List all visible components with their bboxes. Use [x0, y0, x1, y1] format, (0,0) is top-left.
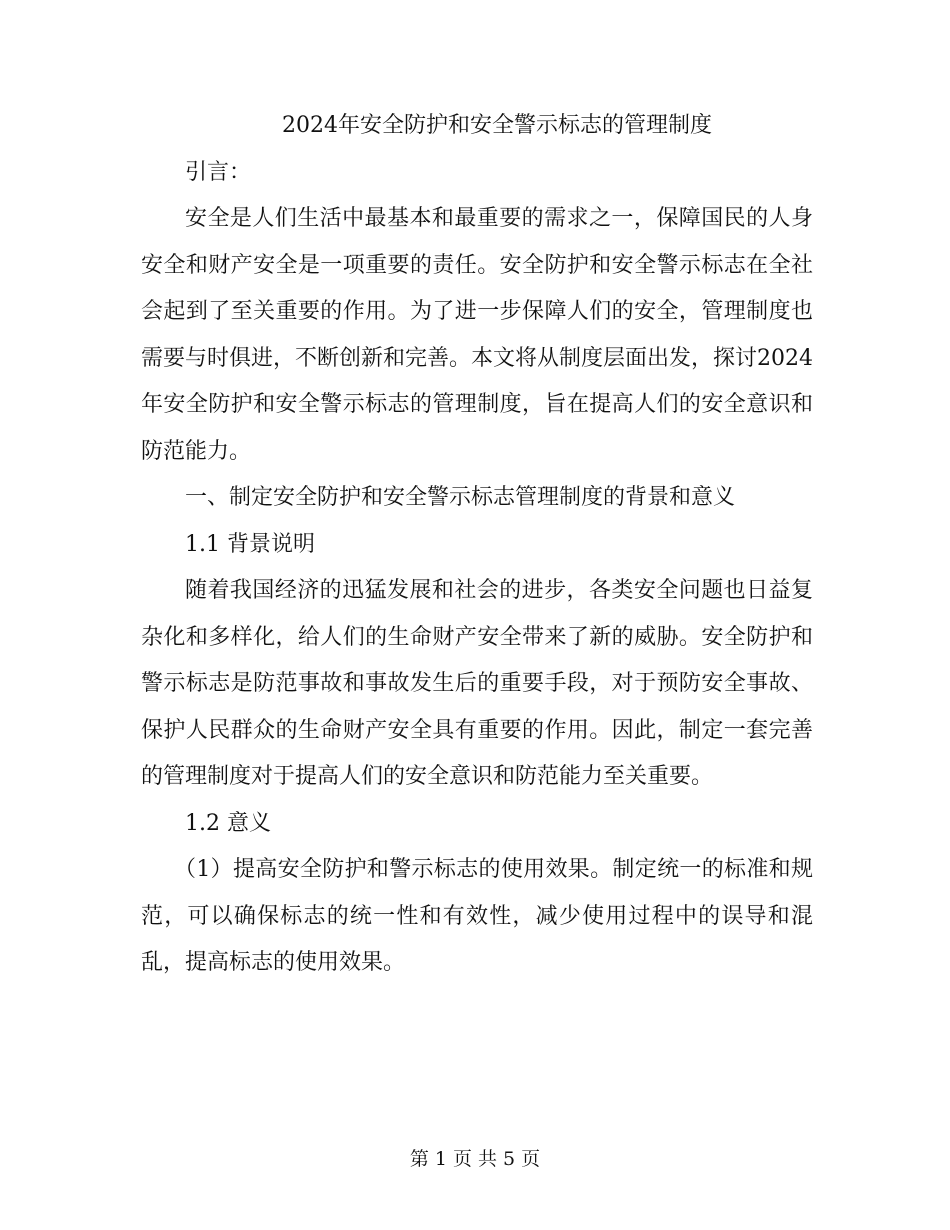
subsection-heading-1-2: 1.2 意义 — [185, 810, 271, 836]
document-title: 2024年安全防护和安全警示标志的管理制度 — [282, 113, 712, 138]
subsection-heading-1-1: 1.1 背景说明 — [185, 531, 315, 557]
paragraph-significance-1: （1）提高安全防护和警示标志的使用效果。制定统一的标准和规范，可以确保标志的统一性和有效性，减少使用过程中的误导和混乱，提高标志的使用效果。 — [141, 857, 813, 975]
paragraph-background: 随着我国经济的迅猛发展和社会的进步，各类安全问题也日益复杂化和多样化，给人们的生命财产安全带来了新的威胁。安全防护和警示标志是防范事故和事故发生后的重要手段，对于预防安全事故、保护人民群众的生命财产安全具有重要的作用。因此，制定一套完善的管理制度对于提高人们的安全意识和防范能力至关重要。 — [141, 578, 813, 789]
document-body — [141, 103, 813, 987]
paragraph-intro: 安全是人们生活中最基本和最重要的需求之一，保障国民的人身安全和财产安全是一项重要的责任。安全防护和安全警示标志在全社会起到了至关重要的作用。为了进一步保障人们的安全，管理制度也需要与时俱进，不断创新和完善。本文将从制度层面出发，探讨2024年安全防护和安全警示标志的管理制度，旨在提高人们的安全意识和防范能力。 — [141, 206, 813, 464]
page-number-footer: 第 1 页 共 5 页 — [409, 1148, 541, 1170]
section-heading-1: 一、制定安全防护和安全警示标志管理制度的背景和意义 — [185, 485, 736, 510]
paragraph-intro-label: 引言： — [185, 159, 252, 185]
